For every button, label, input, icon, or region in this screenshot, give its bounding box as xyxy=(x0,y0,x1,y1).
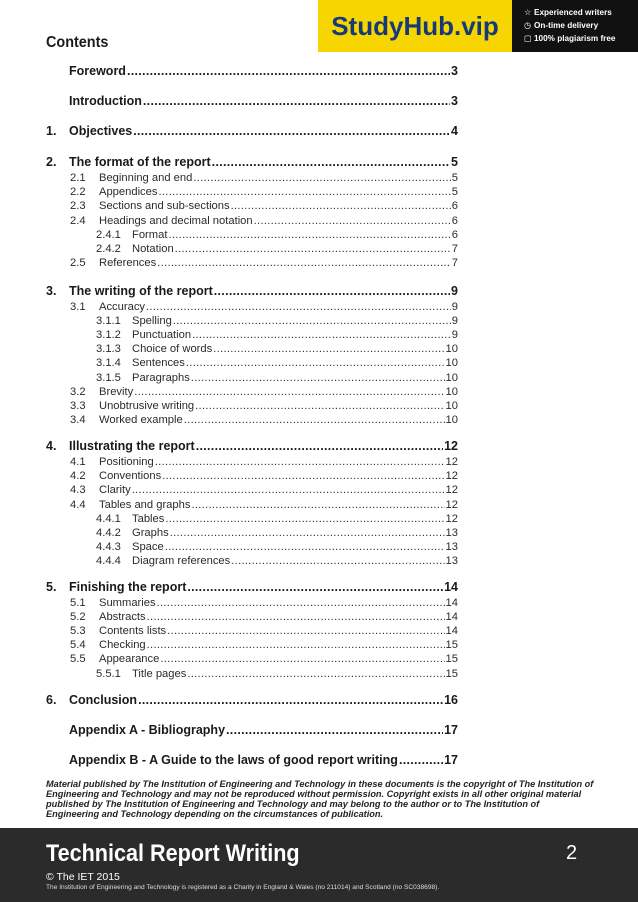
toc-dot-leader xyxy=(158,185,450,199)
toc-dot-leader xyxy=(167,624,444,638)
toc-dot-leader xyxy=(231,199,451,213)
toc-entry[interactable] xyxy=(46,154,458,169)
toc-entry-label: Finishing the report xyxy=(69,580,187,594)
toc-entry[interactable] xyxy=(46,283,458,298)
toc-entry-page: 10 xyxy=(445,372,458,384)
toc-entry-page: 10 xyxy=(445,343,458,355)
toc-entry-label: Punctuation xyxy=(132,329,192,341)
toc-entry-number: 3.3 xyxy=(70,400,86,412)
studyhub-logo[interactable]: StudyHub.vip xyxy=(318,0,512,52)
toc-entry-number: 5.4 xyxy=(70,639,86,651)
toc-entry-number: 5. xyxy=(46,580,57,594)
ad-feature xyxy=(524,6,615,19)
ad-feature xyxy=(524,19,615,32)
toc-entry-page: 12 xyxy=(444,439,458,453)
toc-entry-label: Notation xyxy=(132,243,174,255)
toc-entry-label: Appendix A - Bibliography xyxy=(69,723,226,737)
toc-entry-label: Graphs xyxy=(132,527,169,539)
toc-entry[interactable] xyxy=(69,63,458,78)
toc-entry-page: 9 xyxy=(451,301,458,313)
toc-entry-page: 6 xyxy=(451,229,458,241)
toc-entry-number: 3.1.3 xyxy=(96,343,121,355)
toc-dot-leader xyxy=(184,413,445,427)
toc-dot-leader xyxy=(165,540,445,554)
toc-dot-leader xyxy=(146,300,451,314)
toc-entry-page: 12 xyxy=(445,499,458,511)
toc-dot-leader xyxy=(134,385,444,399)
toc-entry[interactable] xyxy=(96,313,458,328)
toc-entry[interactable] xyxy=(70,198,458,213)
toc-entry[interactable] xyxy=(70,184,458,199)
toc-entry-label: Brevity xyxy=(99,386,134,398)
toc-dot-leader xyxy=(214,284,450,298)
toc-dot-leader xyxy=(213,342,444,356)
toc-entry-page: 3 xyxy=(451,94,458,108)
toc-entry-label: Format xyxy=(132,229,168,241)
footer-title: Technical Report Writing xyxy=(46,840,300,867)
toc-entry-label: Diagram references xyxy=(132,555,231,567)
toc-dot-leader xyxy=(157,256,451,270)
toc-entry-page: 12 xyxy=(445,484,458,496)
toc-entry-page: 4 xyxy=(451,124,458,138)
toc-entry-number: 1. xyxy=(46,124,57,138)
toc-entry-number: 2. xyxy=(46,155,57,169)
toc-entry-number: 4.1 xyxy=(70,456,86,468)
toc-entry-page: 10 xyxy=(445,386,458,398)
toc-entry[interactable] xyxy=(69,722,458,737)
page-title: Contents xyxy=(46,34,109,51)
toc-entry[interactable] xyxy=(70,170,458,185)
toc-entry-page: 10 xyxy=(445,414,458,426)
toc-entry-number: 3. xyxy=(46,284,57,298)
toc-entry-label: Appearance xyxy=(99,653,160,665)
toc-entry-label: Foreword xyxy=(69,64,126,78)
toc-entry-label: Clarity xyxy=(99,484,131,496)
toc-entry-label: Conventions xyxy=(99,470,162,482)
toc-entry-page: 9 xyxy=(451,315,458,327)
toc-entry-number: 3.4 xyxy=(70,414,86,426)
toc-entry-page: 15 xyxy=(445,668,458,680)
toc-entry-page: 14 xyxy=(445,625,458,637)
toc-dot-leader xyxy=(187,580,443,594)
toc-dot-leader xyxy=(160,652,444,666)
toc-dot-leader xyxy=(127,64,450,78)
toc-entry-number: 2.2 xyxy=(70,186,86,198)
toc-entry[interactable] xyxy=(70,497,458,512)
toc-entry[interactable] xyxy=(96,327,458,342)
toc-entry-page: 10 xyxy=(445,357,458,369)
toc-entry-number: 4.4.3 xyxy=(96,541,121,553)
toc-entry-number: 3.2 xyxy=(70,386,86,398)
toc-entry-label: Sections and sub-sections xyxy=(99,200,230,212)
toc-entry-label: Introduction xyxy=(69,94,142,108)
toc-entry-label: Summaries xyxy=(99,597,156,609)
toc-entry-label: Objectives xyxy=(69,124,133,138)
toc-entry-label: Unobtrusive writing xyxy=(99,400,195,412)
toc-entry-page: 9 xyxy=(451,329,458,341)
toc-entry-label: The writing of the report xyxy=(69,284,213,298)
toc-dot-leader xyxy=(187,667,444,681)
toc-entry[interactable] xyxy=(96,241,458,256)
toc-entry-page: 10 xyxy=(445,400,458,412)
toc-entry[interactable] xyxy=(96,666,458,681)
toc-entry-label: Tables and graphs xyxy=(99,499,191,511)
toc-entry-number: 2.1 xyxy=(70,172,86,184)
toc-entry-label: Appendices xyxy=(99,186,158,198)
toc-dot-leader xyxy=(399,753,443,767)
toc-entry[interactable] xyxy=(70,609,458,624)
toc-dot-leader xyxy=(212,155,450,169)
toc-entry-number: 4.4 xyxy=(70,499,86,511)
toc-dot-leader xyxy=(226,723,443,737)
toc-entry[interactable] xyxy=(70,384,458,399)
toc-dot-leader xyxy=(173,314,451,328)
toc-entry[interactable] xyxy=(70,623,458,638)
ad-feature-text: On-time delivery xyxy=(534,21,599,30)
toc-entry-page: 7 xyxy=(451,257,458,269)
toc-entry-number: 5.5.1 xyxy=(96,668,121,680)
studyhub-ad-banner[interactable] xyxy=(318,0,638,52)
toc-dot-leader xyxy=(155,455,445,469)
toc-entry[interactable] xyxy=(70,454,458,469)
toc-dot-leader xyxy=(192,328,451,342)
toc-entry-label: Beginning and end xyxy=(99,172,193,184)
footer-copyright: © The IET 2015 xyxy=(46,871,120,883)
toc-entry-label: Paragraphs xyxy=(132,372,190,384)
toc-entry-number: 5.2 xyxy=(70,611,86,623)
ad-feature xyxy=(524,32,615,45)
toc-entry[interactable] xyxy=(69,93,458,108)
toc-dot-leader xyxy=(254,214,451,228)
toc-entry-number: 6. xyxy=(46,693,57,707)
toc-entry[interactable] xyxy=(46,579,458,594)
toc-entry-label: Tables xyxy=(132,513,165,525)
toc-entry-number: 3.1.5 xyxy=(96,372,121,384)
toc-entry-page: 9 xyxy=(451,284,458,298)
toc-entry[interactable] xyxy=(46,692,458,707)
toc-entry-page: 17 xyxy=(444,753,458,767)
toc-entry-label: Space xyxy=(132,541,164,553)
star-icon: ☆ xyxy=(524,8,532,17)
toc-entry-label: Positioning xyxy=(99,456,154,468)
toc-entry-number: 3.1.2 xyxy=(96,329,121,341)
toc-entry-label: Contents lists xyxy=(99,625,167,637)
toc-dot-leader xyxy=(191,498,444,512)
toc-entry-page: 16 xyxy=(444,693,458,707)
toc-entry-page: 14 xyxy=(445,597,458,609)
copyright-notice: Material published by The Institution of Engineering and Technology in these documents is the copyright of The Institution of Engineering and Technology and may not be reproduced without permission. Copyright exists in all other original material published by The Institution of Engineering and Technology and may belong to the author or to The Institution of Engineering and Technology depending on the circumstances of publication. xyxy=(46,779,594,819)
toc-entry-page: 3 xyxy=(451,64,458,78)
toc-dot-leader xyxy=(168,228,450,242)
toc-entry[interactable] xyxy=(96,525,458,540)
clock-icon: ◷ xyxy=(524,21,532,30)
toc-entry-number: 3.1.4 xyxy=(96,357,121,369)
toc-entry-page: 12 xyxy=(445,513,458,525)
toc-dot-leader xyxy=(165,512,444,526)
toc-dot-leader xyxy=(186,356,445,370)
toc-entry-page: 6 xyxy=(451,215,458,227)
toc-entry-number: 5.3 xyxy=(70,625,86,637)
toc-entry[interactable] xyxy=(70,299,458,314)
toc-entry-label: The format of the report xyxy=(69,155,211,169)
toc-entry-page: 12 xyxy=(445,456,458,468)
toc-entry-page: 17 xyxy=(444,723,458,737)
toc-dot-leader xyxy=(196,439,443,453)
toc-entry-label: Sentences xyxy=(132,357,185,369)
toc-entry-label: Appendix B - A Guide to the laws of good report writing xyxy=(69,753,398,767)
toc-entry[interactable] xyxy=(96,227,458,242)
toc-entry[interactable] xyxy=(70,412,458,427)
toc-entry-number: 2.4.1 xyxy=(96,229,121,241)
toc-entry-number: 2.4 xyxy=(70,215,86,227)
toc-entry-number: 2.4.2 xyxy=(96,243,121,255)
toc-entry[interactable] xyxy=(46,438,458,453)
toc-entry[interactable] xyxy=(70,255,458,270)
toc-entry[interactable] xyxy=(46,123,458,138)
toc-dot-leader xyxy=(195,399,444,413)
toc-entry-number: 4.2 xyxy=(70,470,86,482)
ad-feature-list xyxy=(524,6,615,45)
toc-dot-leader xyxy=(138,693,443,707)
toc-dot-leader xyxy=(147,610,445,624)
toc-entry-label: Choice of words xyxy=(132,343,213,355)
toc-entry-page: 5 xyxy=(451,186,458,198)
toc-entry-label: References xyxy=(99,257,157,269)
toc-dot-leader xyxy=(147,638,445,652)
footer-charity-note: The Institution of Engineering and Technology is registered as a Charity in England & Wales (no 211014) and Scotland (no SC038698). xyxy=(46,884,440,891)
toc-entry-number: 5.5 xyxy=(70,653,86,665)
toc-entry-page: 5 xyxy=(451,155,458,169)
toc-dot-leader xyxy=(231,554,444,568)
toc-entry-page: 13 xyxy=(445,555,458,567)
toc-entry-page: 12 xyxy=(445,470,458,482)
toc-entry[interactable] xyxy=(96,511,458,526)
toc-entry-number: 4.4.2 xyxy=(96,527,121,539)
toc-entry[interactable] xyxy=(70,468,458,483)
toc-dot-leader xyxy=(170,526,445,540)
toc-entry-number: 4.4.1 xyxy=(96,513,121,525)
toc-dot-leader xyxy=(132,483,445,497)
toc-entry[interactable] xyxy=(70,213,458,228)
toc-entry-label: Spelling xyxy=(132,315,172,327)
toc-entry-page: 13 xyxy=(445,541,458,553)
toc-entry[interactable] xyxy=(96,355,458,370)
toc-entry[interactable] xyxy=(70,595,458,610)
toc-entry-label: Headings and decimal notation xyxy=(99,215,253,227)
toc-entry-label: Accuracy xyxy=(99,301,146,313)
toc-entry-page: 13 xyxy=(445,527,458,539)
toc-entry-number: 2.5 xyxy=(70,257,86,269)
toc-dot-leader xyxy=(133,124,450,138)
toc-entry[interactable] xyxy=(70,482,458,497)
toc-entry[interactable] xyxy=(96,370,458,385)
toc-dot-leader xyxy=(175,242,451,256)
footer-bar xyxy=(0,828,638,902)
ad-feature-text: Experienced writers xyxy=(534,8,612,17)
toc-entry-page: 7 xyxy=(451,243,458,255)
toc-entry-label: Illustrating the report xyxy=(69,439,195,453)
toc-dot-leader xyxy=(191,371,445,385)
page-number: 2 xyxy=(566,842,578,864)
toc-entry-number: 2.3 xyxy=(70,200,86,212)
toc-entry-label: Checking xyxy=(99,639,146,651)
toc-dot-leader xyxy=(157,596,445,610)
toc-entry-number: 4.3 xyxy=(70,484,86,496)
toc-entry-number: 4. xyxy=(46,439,57,453)
toc-entry-page: 6 xyxy=(451,200,458,212)
toc-entry-label: Worked example xyxy=(99,414,183,426)
toc-entry-label: Conclusion xyxy=(69,693,138,707)
toc-entry[interactable] xyxy=(96,539,458,554)
toc-entry-page: 5 xyxy=(451,172,458,184)
document-icon: ▢ xyxy=(524,34,532,43)
toc-entry[interactable] xyxy=(96,553,458,568)
toc-entry[interactable] xyxy=(96,341,458,356)
toc-dot-leader xyxy=(143,94,450,108)
toc-entry-number: 4.4.4 xyxy=(96,555,121,567)
toc-entry[interactable] xyxy=(70,398,458,413)
ad-feature-text: 100% plagiarism free xyxy=(534,34,616,43)
toc-entry-label: Title pages xyxy=(132,668,187,680)
toc-entry[interactable] xyxy=(69,752,458,767)
toc-entry[interactable] xyxy=(70,651,458,666)
toc-entry-number: 5.1 xyxy=(70,597,86,609)
toc-entry-page: 14 xyxy=(445,611,458,623)
toc-entry-page: 15 xyxy=(445,653,458,665)
toc-entry-page: 14 xyxy=(444,580,458,594)
toc-entry-label: Abstracts xyxy=(99,611,146,623)
toc-dot-leader xyxy=(162,469,444,483)
toc-entry[interactable] xyxy=(70,637,458,652)
toc-dot-leader xyxy=(193,171,450,185)
toc-entry-number: 3.1.1 xyxy=(96,315,121,327)
toc-entry-page: 15 xyxy=(445,639,458,651)
toc-entry-number: 3.1 xyxy=(70,301,86,313)
